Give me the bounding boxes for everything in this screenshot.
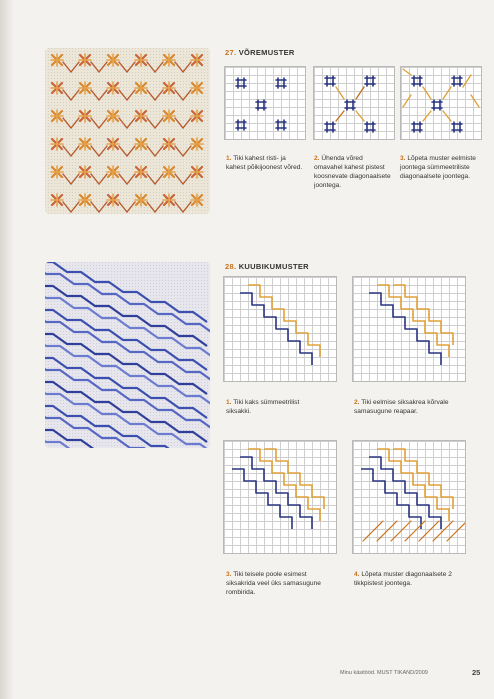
cube-step-4-caption xyxy=(354,570,472,588)
lattice-diagram-step-2 xyxy=(313,66,395,140)
step-text: Ühenda võred omavahel kahest pistest koosnevate diagonaalsete joontega. xyxy=(314,155,391,189)
cube-diagram-step-3 xyxy=(223,440,337,554)
cube-step-3-caption xyxy=(226,570,331,597)
section-28-title: KUUBIKUMUSTER xyxy=(238,262,309,271)
lattice-diagram-step-3 xyxy=(400,66,482,140)
diag-stitch xyxy=(403,95,411,107)
section-27-heading xyxy=(225,48,295,57)
step-number: 1. xyxy=(226,155,232,162)
zigzag-gold xyxy=(393,449,453,509)
section-27-number: 27. xyxy=(225,48,237,57)
zigzag-navy xyxy=(361,469,421,529)
cube-diagram-step-4 xyxy=(352,440,466,554)
section-28-heading xyxy=(225,262,309,271)
cube-diagram-step-1 xyxy=(223,276,337,382)
lattice-step-2-caption xyxy=(314,154,392,190)
section-27-title: VÕREMUSTER xyxy=(238,48,295,57)
step-text: Lõpeta muster eelmiste joontega sümmeetriliste diagonaalsete joontega. xyxy=(400,155,476,180)
zigzag-gold xyxy=(264,449,324,509)
diag-stitch xyxy=(356,87,364,99)
diag-stitch xyxy=(463,75,471,87)
footer-text: Minu käsitööd. MUST TIKAND/2009 xyxy=(340,670,428,676)
step-number: 3. xyxy=(226,571,232,578)
section-28-number: 28. xyxy=(225,262,237,271)
zigzag-navy xyxy=(369,293,441,365)
zigzag-gold xyxy=(248,285,320,357)
zigzag-gold xyxy=(393,285,453,345)
diag-stitch xyxy=(423,87,431,99)
zigzag-navy xyxy=(232,469,292,529)
zigzag-navy xyxy=(240,457,312,529)
step-number: 2. xyxy=(314,155,320,162)
step-text: Lõpeta muster diagonaalsete 2 tikkpistest joontega. xyxy=(354,571,452,587)
step-number: 3. xyxy=(400,155,406,162)
diag-stitch xyxy=(443,111,451,121)
diag-stitch xyxy=(471,95,479,107)
cube-stitch-photo xyxy=(45,262,210,448)
cube-diagram-step-2 xyxy=(352,276,466,382)
diag-stitch xyxy=(403,69,411,75)
diag-stitch xyxy=(423,111,431,121)
step-number: 2. xyxy=(354,399,360,406)
diag-stitch xyxy=(336,87,344,99)
step-number: 4. xyxy=(354,571,360,578)
diag-stitch xyxy=(336,111,344,121)
lattice-diagram-step-1 xyxy=(224,66,306,140)
step-text: Tiki kahest risti- ja kahest põikijoonest võred. xyxy=(226,155,303,171)
zigzag-navy xyxy=(240,293,312,365)
diag-stitch xyxy=(443,87,451,99)
lattice-stitch-photo xyxy=(45,48,210,214)
lattice-step-3-caption xyxy=(400,154,478,181)
cube-step-2-caption xyxy=(354,398,466,416)
zigzag-navy xyxy=(369,457,441,529)
cube-step-1-caption xyxy=(226,398,326,416)
step-text: Tiki kaks sümmeetrilist siksakki. xyxy=(226,399,300,415)
lattice-step-1-caption xyxy=(226,154,306,172)
step-text: Tiki eelmise siksakrea kõrvale samasugune reapaar. xyxy=(354,399,449,415)
page-number: 25 xyxy=(472,668,481,677)
step-number: 1. xyxy=(226,399,232,406)
step-text: Tiki teisele poole esimest siksakrida veel üks samasugune rombirida. xyxy=(226,571,321,596)
diag-stitch xyxy=(356,111,364,121)
page-binding-edge xyxy=(0,0,14,699)
